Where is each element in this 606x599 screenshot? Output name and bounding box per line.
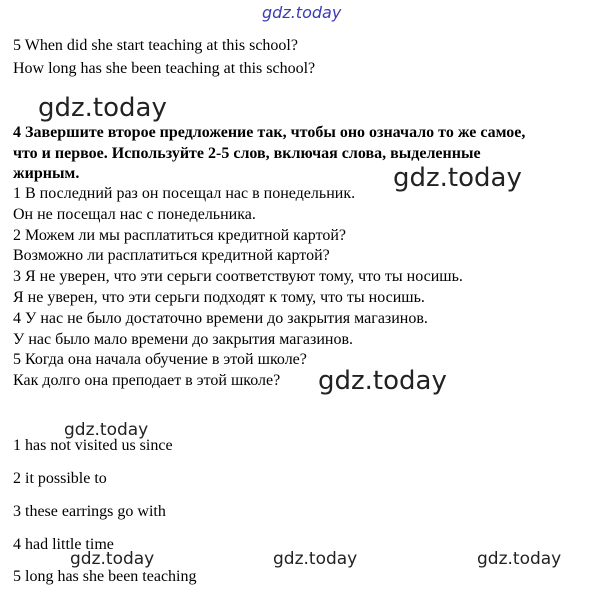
watermark: gdz.today [273,549,358,569]
watermark-top: gdz.today [262,3,342,22]
task-item: 5 Когда она начала обучение в этой школе? [13,351,307,368]
task-item: 1 В последний раз он посещал нас в понедельник. [13,185,356,202]
task-item: Он не посещал нас с понедельника. [13,206,256,223]
answer-item: 4 had little time [13,536,114,553]
watermark: gdz.today [70,549,155,569]
answer-item: 5 long has she been teaching [13,568,197,585]
question-5-answer-text: How long has she been teaching at this school? [13,60,316,77]
task-item: Как долго она преподает в этой школе? [13,372,281,389]
watermark: gdz.today [318,366,447,396]
task-item: 4 У нас не было достаточно времени до закрытия магазинов. [13,310,428,327]
watermark: gdz.today [393,163,522,193]
answer-item: 3 these earrings go with [13,503,166,520]
watermark: gdz.today [64,420,149,440]
watermark: gdz.today [477,549,562,569]
task-item: Возможно ли расплатиться кредитной картой? [13,247,330,264]
task-heading-line-1: 4 Завершите второе предложение так, чтобы оно означало то же самое, [13,124,526,141]
task-item: 3 Я не уверен, что эти серьги соответствуют тому, что ты носишь. [13,268,463,285]
task-item: 2 Можем ли мы расплатиться кредитной картой? [13,227,347,244]
answer-item: 2 it possible to [13,470,107,487]
question-5-text: 5 When did she start teaching at this school? [13,37,298,54]
answer-item: 1 has not visited us since [13,437,173,454]
task-item: Я не уверен, что эти серьги подходят к тому, что ты носишь. [13,289,425,306]
task-heading-line-2: что и первое. Используйте 2-5 слов, включая слова, выделенные [13,145,481,162]
task-heading-line-3: жирным. [13,165,80,182]
watermark: gdz.today [38,93,167,123]
task-item: У нас было мало времени до закрытия магазинов. [13,331,353,348]
